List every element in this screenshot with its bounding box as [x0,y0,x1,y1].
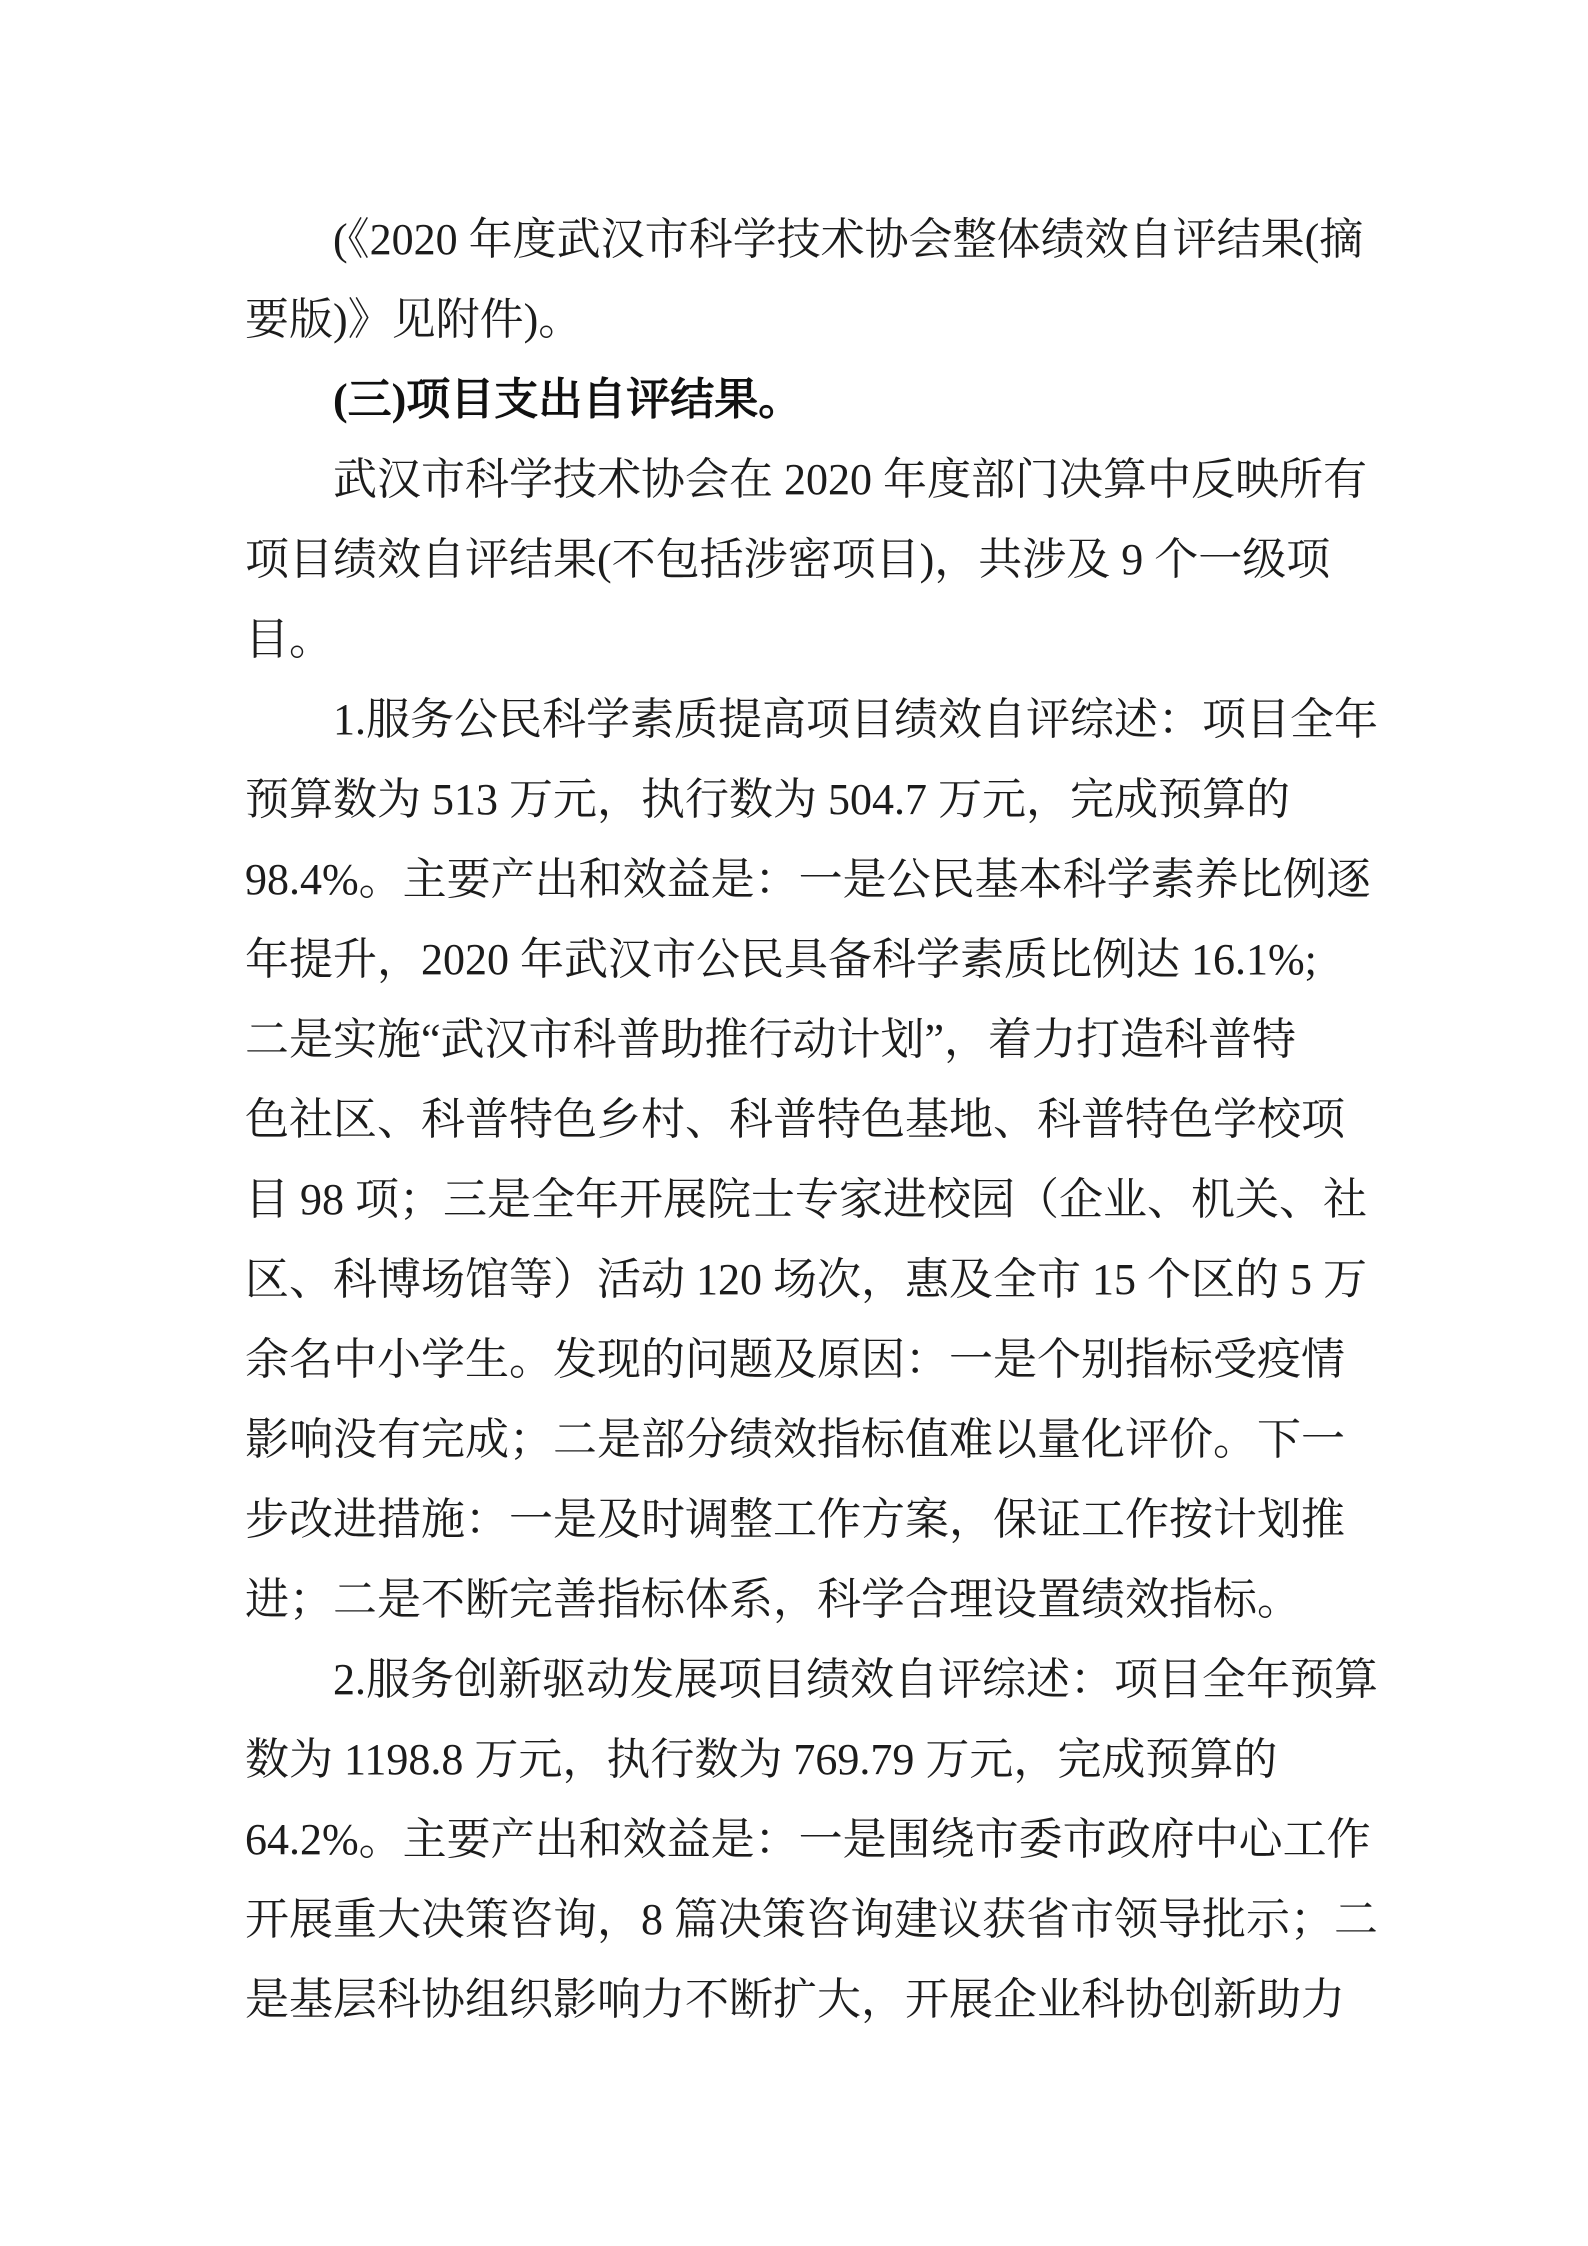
text-line: 目 98 项；三是全年开展院士专家进校园（企业、机关、社 [245,1175,1367,1224]
text-line: 色社区、科普特色乡村、科普特色基地、科普特色学校项 [245,1095,1345,1144]
text-line: 1.服务公民科学素质提高项目绩效自评综述：项目全年 [333,695,1378,744]
text-line: 开展重大决策咨询，8 篇决策咨询建议获省市领导批示；二 [245,1895,1378,1944]
text-line: 数为 1198.8 万元，执行数为 769.79 万元，完成预算的 [245,1735,1278,1784]
text-line: 余名中小学生。发现的问题及原因：一是个别指标受疫情 [245,1335,1345,1384]
text-block [245,200,1378,2040]
text-line: 要版)》见附件)。 [245,295,583,344]
text-line: (三)项目支出自评结果。 [333,375,803,424]
text-line: 年提升，2020 年武汉市公民具备科学素质比例达 16.1%; [245,935,1317,984]
text-line: 目。 [245,615,333,664]
text-line: 98.4%。主要产出和效益是：一是公民基本科学素养比例逐 [245,855,1371,904]
text-line: 预算数为 513 万元，执行数为 504.7 万元，完成预算的 [245,775,1290,824]
text-line: 2.服务创新驱动发展项目绩效自评综述：项目全年预算 [333,1655,1378,1704]
text-line: 项目绩效自评结果(不包括涉密项目)，共涉及 9 个一级项 [245,535,1331,584]
text-line: 二是实施“武汉市科普助推行动计划”，着力打造科普特 [245,1015,1297,1064]
text-line: 进；二是不断完善指标体系，科学合理设置绩效指标。 [245,1575,1301,1624]
text-line: 武汉市科学技术协会在 2020 年度部门决算中反映所有 [333,455,1367,504]
text-line: (《2020 年度武汉市科学技术协会整体绩效自评结果(摘 [333,215,1364,264]
text-line: 影响没有完成；二是部分绩效指标值难以量化评价。下一 [245,1415,1345,1464]
text-line: 是基层科协组织影响力不断扩大，开展企业科协创新助力 [245,1975,1345,2024]
text-line: 区、科博场馆等）活动 120 场次，惠及全市 15 个区的 5 万 [245,1255,1367,1304]
text-line: 64.2%。主要产出和效益是：一是围绕市委市政府中心工作 [245,1815,1371,1864]
text-line: 步改进措施：一是及时调整工作方案，保证工作按计划推 [245,1495,1345,1544]
